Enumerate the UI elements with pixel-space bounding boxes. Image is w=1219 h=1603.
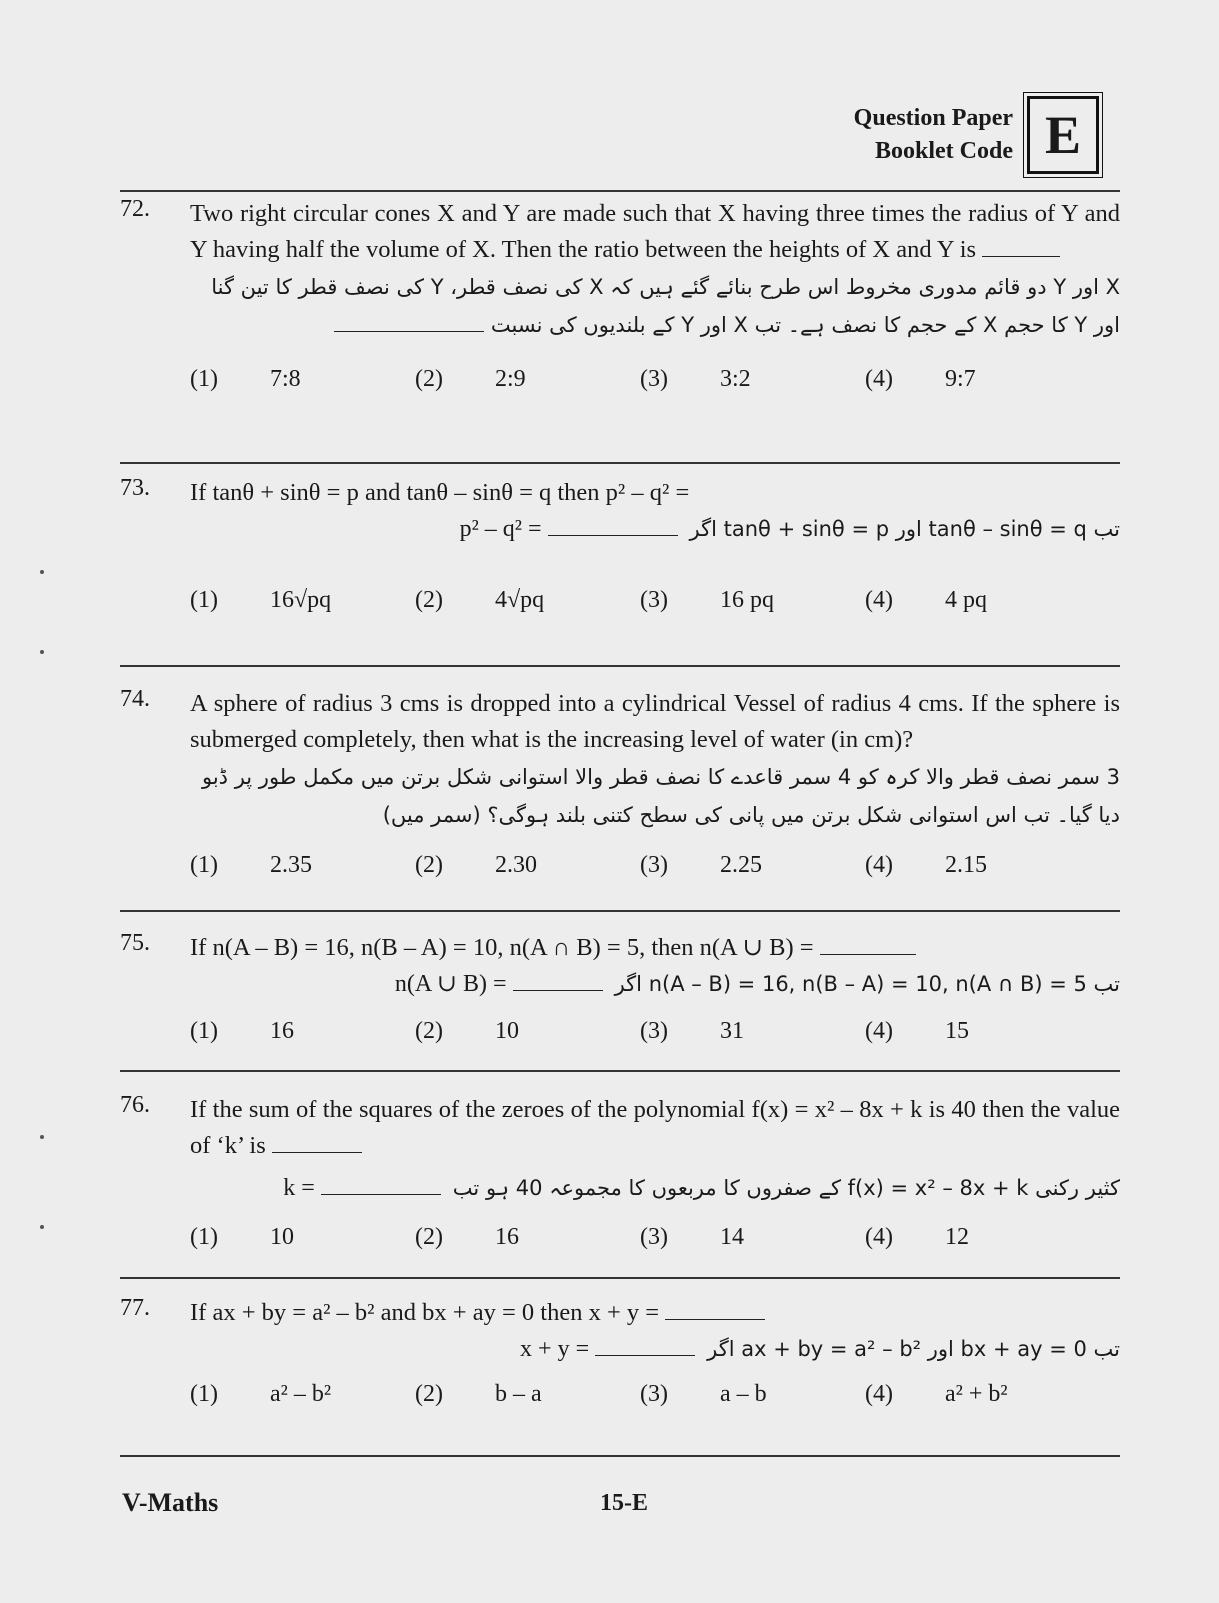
question-73	[120, 475, 1120, 614]
question-text: Two right circular cones X and Y are made such that X having three times the radius of Y and Y having half the volume of X. Then the ratio between the heights of X and Y is	[190, 200, 1120, 263]
divider	[120, 665, 1120, 667]
divider	[120, 1455, 1120, 1457]
question-number: 75.	[120, 930, 150, 956]
scan-speck	[40, 1135, 44, 1139]
divider	[120, 1070, 1120, 1072]
options-row	[190, 1224, 1120, 1251]
option-1[interactable]: (1) 7:8	[190, 366, 301, 392]
question-text: If ax + by = a² – b² and bx + ay = 0 then x + y =	[190, 1295, 1120, 1331]
option-3[interactable]: (3) 3:2	[640, 366, 751, 392]
option-1[interactable]: (1) 16	[190, 1018, 294, 1044]
question-75	[120, 930, 1120, 1045]
question-urdu-equation: n(A ∪ B) = تب n(A – B) = 16, n(B – A) = 10, n(A ∩ B) = 5 اگر	[394, 971, 1120, 997]
header-line-2: Booklet Code	[875, 138, 1013, 164]
header-text	[854, 102, 1013, 168]
question-number: 76.	[120, 1092, 150, 1118]
option-4[interactable]: (4) 9:7	[865, 366, 976, 392]
option-4[interactable]: (4) a² + b²	[865, 1381, 1008, 1407]
question-urdu-text: 3 سمر نصف قطر والا کرہ کو 4 سمر قاعدے کا نصف قطر والا استوانی شکل برتن میں مکمل طور پر ڈبو دیا گیا۔ تب اس استوانی شکل برتن میں پانی کی سطح کتنی بلند ہوگی؟ (سمر میں)	[201, 765, 1120, 827]
answer-blank	[665, 1301, 765, 1320]
question-urdu-equation: k = کثیر رکنی f(x) = x² – 8x + k کے صفروں کا مربعوں کا مجموعہ 40 ہو تب	[283, 1175, 1120, 1201]
option-1[interactable]: (1) 16√pq	[190, 587, 332, 613]
answer-blank	[272, 1134, 362, 1153]
options-row	[190, 587, 1120, 614]
question-74	[120, 686, 1120, 879]
answer-blank	[595, 1337, 695, 1356]
option-3[interactable]: (3) a – b	[640, 1381, 767, 1407]
option-3[interactable]: (3) 14	[640, 1224, 744, 1250]
question-number: 72.	[120, 196, 150, 222]
option-1[interactable]: (1) a² – b²	[190, 1381, 332, 1407]
option-1[interactable]: (1) 2.35	[190, 852, 312, 878]
divider	[120, 910, 1120, 912]
scan-speck	[40, 570, 44, 574]
divider	[120, 1277, 1120, 1279]
option-3[interactable]: (3) 16 pq	[640, 587, 774, 613]
option-3[interactable]: (3) 2.25	[640, 852, 762, 878]
question-number: 74.	[120, 686, 150, 712]
question-number: 77.	[120, 1295, 150, 1321]
question-77	[120, 1295, 1120, 1408]
answer-blank	[982, 238, 1060, 257]
subject-footer: V-Maths	[122, 1488, 219, 1517]
question-text: If tanθ + sinθ = p and tanθ – sinθ = q then p² – q² =	[190, 479, 690, 506]
options-row	[190, 366, 1120, 393]
booklet-code-header	[854, 96, 1099, 174]
question-text: A sphere of radius 3 cms is dropped into a cylindrical Vessel of radius 4 cms. If the sphere is submerged completely, then what is the increasing level of water (in cm)?	[190, 690, 1120, 753]
answer-blank	[513, 972, 603, 991]
option-2[interactable]: (2) 2:9	[415, 366, 526, 392]
question-76	[120, 1092, 1120, 1251]
answer-blank	[321, 1176, 441, 1195]
header-line-1: Question Paper	[853, 105, 1013, 131]
question-urdu-equation: x + y = تب bx + ay = 0 اور ax + by = a² – b² اگر	[520, 1336, 1120, 1362]
option-4[interactable]: (4) 4 pq	[865, 587, 987, 613]
options-row	[190, 1381, 1120, 1408]
question-72	[120, 196, 1120, 393]
option-1[interactable]: (1) 10	[190, 1224, 294, 1250]
question-number: 73.	[120, 475, 150, 501]
option-2[interactable]: (2) b – a	[415, 1381, 542, 1407]
answer-blank	[334, 313, 484, 332]
scan-speck	[40, 650, 44, 654]
divider	[120, 190, 1120, 192]
answer-blank	[548, 517, 678, 536]
question-text: If n(A – B) = 16, n(B – A) = 10, n(A ∩ B) = 5, then n(A ∪ B) =	[190, 930, 1120, 966]
booklet-code-box: E	[1027, 96, 1099, 174]
option-2[interactable]: (2) 16	[415, 1224, 519, 1250]
option-2[interactable]: (2) 10	[415, 1018, 519, 1044]
divider	[120, 462, 1120, 464]
question-urdu-text: X اور Y دو قائم مدوری مخروط اس طرح بنائے گئے ہیں کہ X کی نصف قطر، Y کی نصف قطر کا تین گنا اور Y کا حجم X کے حجم کا نصف ہے۔ تب X اور Y کے بلندیوں کی نسبت	[211, 275, 1120, 337]
question-text: If the sum of the squares of the zeroes of the polynomial f(x) = x² – 8x + k is 40 then the value of ‘k’ is	[190, 1096, 1120, 1159]
options-row	[190, 1018, 1120, 1045]
options-row	[190, 852, 1120, 879]
option-4[interactable]: (4) 2.15	[865, 852, 987, 878]
answer-blank	[820, 936, 916, 955]
option-3[interactable]: (3) 31	[640, 1018, 744, 1044]
scan-speck	[40, 1225, 44, 1229]
option-4[interactable]: (4) 15	[865, 1018, 969, 1044]
option-2[interactable]: (2) 2.30	[415, 852, 537, 878]
option-2[interactable]: (2) 4√pq	[415, 587, 545, 613]
question-urdu-equation: p² – q² = تب tanθ – sinθ = q اور tanθ + sinθ = p اگر	[459, 516, 1120, 542]
page-number: 15-E	[600, 1490, 648, 1516]
option-4[interactable]: (4) 12	[865, 1224, 969, 1250]
